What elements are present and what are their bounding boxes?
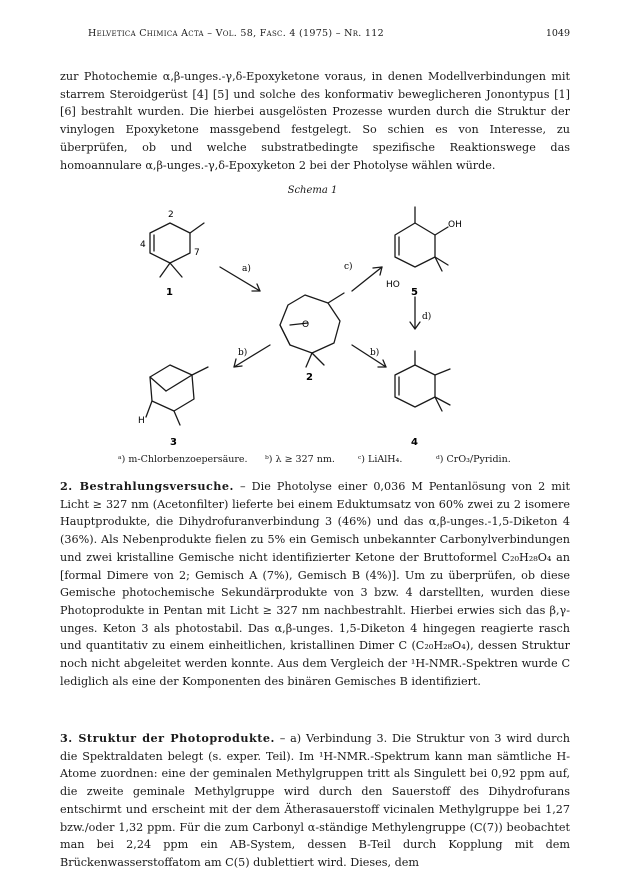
arrow-2-to-4 [352, 345, 386, 367]
footnote-d: ᵈ) CrO₃/Pyridin. [436, 454, 511, 465]
arrow-label-b-left: b) [238, 348, 248, 358]
footnote-c: ᶜ) LiAlH₄. [358, 454, 403, 465]
epoxide-oxygen-label: O [302, 320, 310, 330]
arrow-label-a: a) [242, 264, 251, 274]
section-2-heading: 2. Bestrahlungsversuche. [60, 479, 234, 493]
position-label-2: 2 [168, 210, 174, 220]
footnote-b: ᵇ) λ ≥ 327 nm. [265, 454, 335, 465]
page-number: 1049 [545, 28, 570, 39]
bridgehead-hydrogen-label: H [138, 416, 145, 426]
compound-3-structure [146, 365, 208, 425]
arrow-2-to-5 [352, 267, 382, 291]
footnote-a: ᵃ) m-Chlorbenzoepersäure. [118, 454, 248, 465]
arrow-5-to-4 [410, 297, 420, 329]
hydroxyl-label: OH [448, 220, 462, 230]
section-2-text: – Die Photolyse einer 0,036 M Pentanlösung von 2 mit Licht ≥ 327 nm (Acetonfilter) lieferte bei einem Eduktumsatz von 60% zwei zu 2 isomere Hauptprodukte, die Dihydrofuranverbindung 3 (46%) und das α,β-unges.-1,5-Diketon 4 (36%). Als Nebenprodukte fielen zu 5% ein Gemisch unbekannter Carbonylverbindungen und zwei kristalline Gemische nicht identifizierter Ketone der Bruttoformel C₂₀H₂₈O₄ an [formal Dimere von 2; Gemisch A (7%), Gemisch B (4%)]. Um zu überprüfen, ob diese Gemische photochemische Sekundärprodukte von 3 bzw. 4 darstellten, wurden diese Photoprodukte in Pentan mit Licht ≥ 327 nm nachbestrahlt. Hierbei erwies sich das β,γ-unges. Keton 3 als photostabil. Das α,β-unges. 1,5-Diketon 4 hingegen reagierte rasch und quantitativ zu einem einheitlichen, kristallinen Dimer C (C₂₀H₂₈O₄), dessen Struktur noch nicht abgeleitet werden konnte. Aus dem Vergleich der ¹H-NMR.-Spektren wurde C lediglich als eine der Komponenten des binären Gemisches B identifiziert. [60, 480, 570, 688]
section-3-paragraph [60, 730, 570, 872]
section-3-text: – a) Verbindung 3. Die Struktur von 3 wird durch die Spektraldaten belegt (s. exper. Teil). Im ¹H-NMR.-Spektrum kann man sämtliche H-Atome zuordnen: eine der geminalen Methylgruppen tritt als Singulett bei 0,92 ppm auf, die zweite geminale Methylgruppe wird durch den Sauerstoff des Dihydrofurans entschirmt und erscheint mit der dem Ätherasauerstoff vicinalen Methylgruppe bei 1,27 bzw./oder 1,32 ppm. Für die zum Carbonyl α-ständige Methylengruppe (C(7)) beobachtet man bei 2,24 ppm ein AB-System, dessen B-Teil durch Kopplung mit dem Brückenwasserstoffatom am C(5) dublettiert wird. Dieses, dem [60, 732, 570, 869]
arrow-label-c: c) [344, 262, 353, 272]
compound-4-structure [395, 351, 450, 411]
journal-citation: Helvetica Chimica Acta – Vol. 58, Fasc. 4 (1975) – Nr. 112 [88, 28, 384, 39]
compound-label-1: 1 [166, 287, 173, 298]
compound-5-structure [395, 207, 448, 271]
arrow-1-to-2 [220, 267, 260, 291]
compound-label-5: 5 [411, 287, 418, 298]
scheme-footnotes [118, 454, 538, 468]
arrow-label-d: d) [422, 312, 432, 322]
position-label-4: 4 [140, 240, 146, 250]
compound-2-structure [280, 293, 344, 367]
position-label-7: 7 [194, 248, 200, 258]
hydroxyl-label-ho: HO [386, 280, 400, 290]
running-header [60, 28, 570, 44]
compound-label-4: 4 [411, 437, 418, 448]
section-3-heading: 3. Struktur der Photoprodukte. [60, 731, 275, 745]
section-2-paragraph [60, 478, 570, 690]
scheme-title: Schema 1 [287, 185, 338, 196]
compound-label-2: 2 [306, 372, 313, 383]
intro-paragraph: zur Photochemie α,β-unges.-γ,δ-Epoxyketone voraus, in denen Modellverbindungen mit starrem Steroidgerüst [4] [5] und solche des konformativ beweglicheren Jonontypus [1] [6] bestrahlt wurden. Die hierbei ausgelösten Prozesse wurden durch die Struktur der vinylogen Epoxyketone massgebend festgelegt. So schien es von Interesse, zu überprüfen, ob und welche substratbedingte spezifische Reaktionswege das homoannulare α,β-unges.-γ,δ-Epoxyketon 2 bei der Photolyse wählen würde. [60, 70, 570, 172]
reaction-scheme [130, 195, 500, 453]
arrow-label-b-right: b) [370, 348, 380, 358]
compound-label-3: 3 [170, 437, 177, 448]
